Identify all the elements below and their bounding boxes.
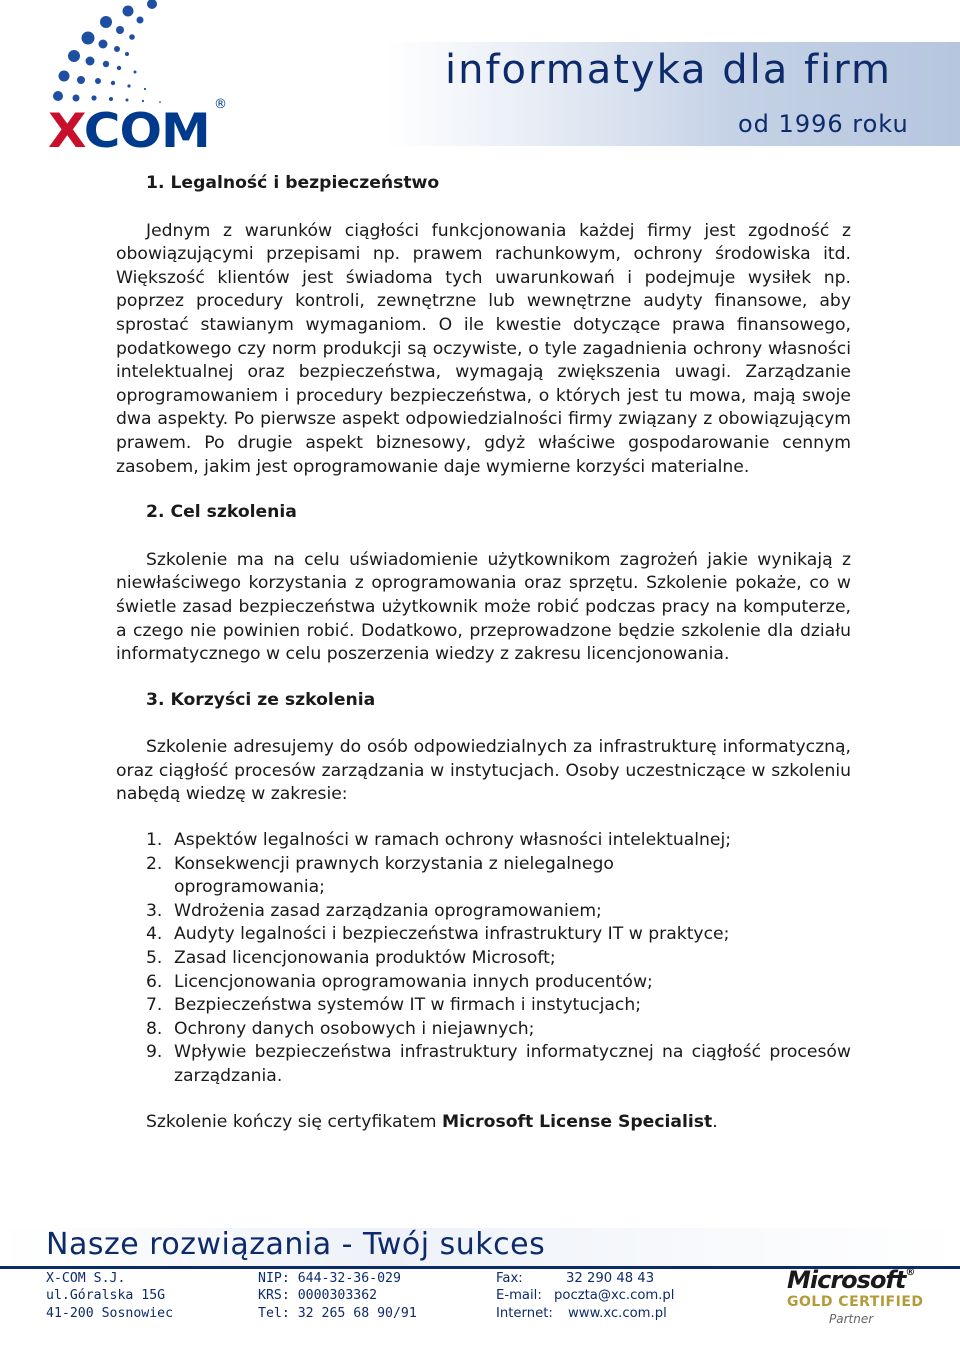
- logo-x: X: [48, 103, 84, 159]
- microsoft-gold-partner-logo: [785, 1268, 925, 1338]
- xcom-dots-logo-graphic: [0, 0, 260, 110]
- contact-value[interactable]: poczta@xc.com.pl: [554, 1288, 675, 1304]
- header-title: informatyka dla firm: [445, 47, 892, 93]
- company-nip: NIP: 644-32-36-029: [258, 1271, 401, 1286]
- contact-label: Fax:: [496, 1271, 523, 1286]
- footer-company-address: [46, 1270, 173, 1322]
- section-heading-korzysci: 3. Korzyści ze szkolenia: [146, 689, 376, 710]
- list-item-number: 2.: [146, 853, 163, 874]
- list-item-text: Aspektów legalności w ramach ochrony własności intelektualnej;: [174, 830, 732, 851]
- closing-prefix: Szkolenie kończy się certyfikatem: [146, 1111, 442, 1132]
- list-item-text: Konsekwencji prawnych korzystania z nielegalnego oprogramowania;: [174, 853, 614, 898]
- contact-email: [496, 1287, 674, 1304]
- section-paragraph: Szkolenie ma na celu uświadomienie użytkownikom zagrożeń jakie wynikają z niewłaściwego korzystania z oprogramowania oraz sprzętu. Szkolenie pokaże, co w świetle zasad bezpieczeństwa użytkownik może robić podczas pracy na komputerze, a czego nie powinien robić. Dodatkowo, przeprowadzone będzie szkolenie dla działu informatycznego w celu poszerzenia wiedzy z zakresu licencjonowania.: [116, 549, 851, 665]
- list-item-text: Audyty legalności i bezpieczeństwa infrastruktury IT w praktyce;: [174, 924, 730, 945]
- contact-value: 32 290 48 43: [566, 1271, 655, 1286]
- registered-mark: ®: [214, 97, 227, 112]
- xcom-logo-wordmark: [48, 103, 210, 159]
- company-street: ul.Góralska 15G: [46, 1288, 166, 1304]
- header-subtitle: od 1996 roku: [738, 110, 909, 138]
- section-paragraph: Jednym z warunków ciągłości funkcjonowania każdej firmy jest zgodność z obowiązującymi przepisami np. prawem rachunkowym, ochrony środowiska itd. Większość klientów jest świadoma tych uwarunkowań i podejmuje wysiłek np. poprzez procedury kontroli, zewnętrzne lub wewnętrzne audyty finansowe, aby sprostać stawianym wymaganiom. O ile kwestie dotyczące prawa finansowego, podatkowego czy norm produkcji są oczywiste, o tyle zagadnienia ochrony własności intelektualnej oraz bezpieczeństwa, wymagają zwiększenia uwagi. Zarządzanie oprogramowaniem i procedury bezpieczeństwa, o których jest tu mowa, mają swoje dwa aspekty. Po pierwsze aspekt odpowiedzialności firmy związany z obowiązującym prawem. Po drugie aspekt biznesowy, gdyż właściwe gospodarowanie cennym zasobem, jakim jest oprogramowanie daje wymierne korzyści materialne.: [116, 220, 851, 477]
- microsoft-brand-text: Microsoft: [787, 1266, 906, 1294]
- company-name: X-COM S.J.: [46, 1271, 126, 1286]
- logo-com: COM: [83, 103, 210, 159]
- company-krs: KRS: 0000303362: [258, 1288, 378, 1304]
- certificate-name: Microsoft License Specialist: [442, 1111, 713, 1132]
- contact-fax: [496, 1270, 674, 1287]
- list-item-text: Wpływie bezpieczeństwa infrastruktury informatycznej na ciągłość procesów zarządzania.: [174, 1042, 851, 1086]
- partner-level: GOLD CERTIFIED: [787, 1294, 924, 1310]
- company-city: 41-200 Sosnowiec: [46, 1305, 174, 1321]
- company-phone: Tel: 32 265 68 90/91: [258, 1305, 417, 1321]
- microsoft-reg-mark: ®: [905, 1267, 915, 1278]
- list-item: [116, 947, 851, 971]
- list-item: [116, 1041, 851, 1088]
- footer-slogan: Nasze rozwiązania - Twój sukces: [46, 1227, 546, 1262]
- section-paragraph: Szkolenie adresujemy do osób odpowiedzialnych za infrastrukturę informatyczną, oraz ciągłość procesów zarządzania w instytucjach. Osoby uczestniczące w szkoleniu nabędą wiedzę w zakresie:: [116, 737, 851, 805]
- letterhead-footer: [0, 1228, 960, 1358]
- list-item-text: Wdrożenia zasad zarządzania oprogramowaniem;: [174, 900, 602, 921]
- list-item-text: Zasad licencjonowania produktów Microsoft;: [174, 948, 556, 969]
- benefits-list: [116, 829, 851, 1089]
- list-item-number: 3.: [146, 900, 163, 921]
- list-item: [116, 900, 851, 924]
- list-item: [116, 971, 851, 995]
- partner-tag: Partner: [829, 1312, 874, 1326]
- list-item: [116, 853, 851, 900]
- list-item: [116, 1018, 851, 1042]
- list-item-number: 6.: [146, 971, 163, 992]
- section-heading-cel: 2. Cel szkolenia: [146, 502, 297, 523]
- microsoft-brand: [787, 1268, 914, 1292]
- contact-label: Internet:: [496, 1305, 553, 1321]
- contact-label: E-mail:: [496, 1288, 542, 1304]
- list-item-text: Bezpieczeństwa systemów IT w firmach i instytucjach;: [174, 995, 642, 1016]
- list-item-number: 8.: [146, 1018, 163, 1039]
- list-item-text: Ochrony danych osobowych i niejawnych;: [174, 1018, 535, 1039]
- list-item: [116, 829, 851, 853]
- list-item: [116, 994, 851, 1018]
- closing-sentence: [116, 1111, 851, 1135]
- list-item-number: 5.: [146, 948, 163, 969]
- closing-suffix: .: [712, 1111, 718, 1132]
- list-item-number: 1.: [146, 830, 163, 851]
- list-item-number: 9.: [146, 1042, 163, 1063]
- contact-website: [496, 1305, 674, 1322]
- contact-value[interactable]: www.xc.com.pl: [568, 1305, 667, 1321]
- list-item-text: Licencjonowania oprogramowania innych producentów;: [174, 971, 653, 992]
- list-item: [116, 923, 851, 947]
- list-item-number: 4.: [146, 924, 163, 945]
- list-item-number: 7.: [146, 995, 163, 1016]
- document-body: [116, 172, 851, 1134]
- footer-contact: [496, 1270, 674, 1322]
- footer-company-ids: [258, 1270, 417, 1322]
- letterhead-header: [0, 0, 960, 160]
- section-heading-legalnosc: 1. Legalność i bezpieczeństwo: [146, 173, 440, 193]
